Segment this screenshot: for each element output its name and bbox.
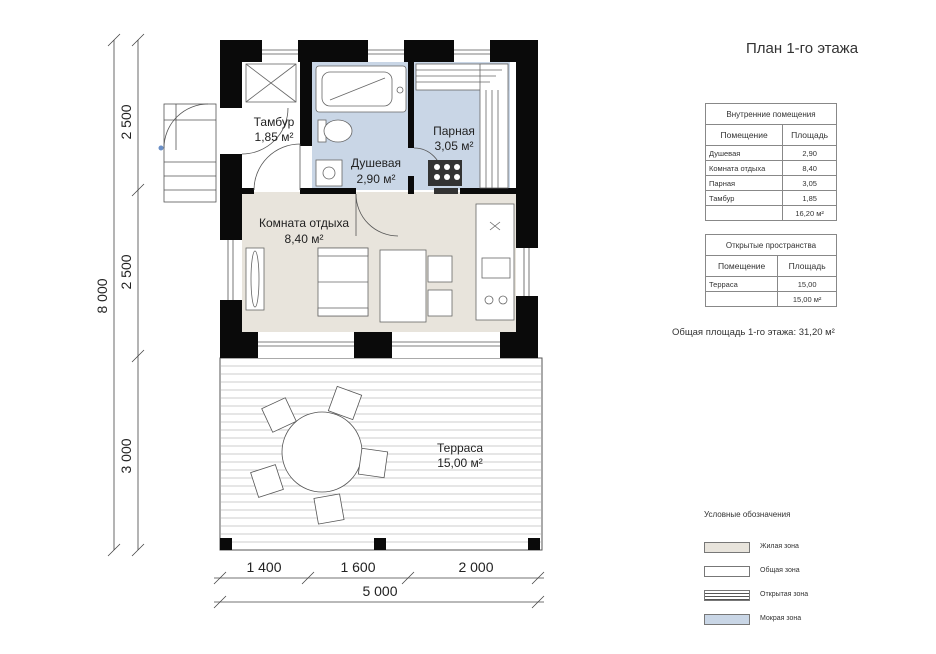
bench-icon (246, 248, 264, 310)
kitchen-icon (476, 204, 514, 320)
room-area-tambur: 1,85 м² (254, 130, 294, 144)
open-total: 15,00 м² (778, 292, 837, 307)
internal-table-caption: Внутренние помещения (706, 104, 837, 125)
dim-left-top: 2 500 (118, 104, 134, 140)
legend-label-open: Открытая зона (760, 591, 809, 598)
table-total-row (706, 292, 837, 307)
open-col-area: Площадь (778, 256, 837, 277)
room-name-dush: Душевая (350, 156, 402, 170)
room-area-dush: 2,90 м² (356, 172, 396, 186)
cell-area: 8,40 (783, 161, 837, 176)
living-zone-fill (240, 192, 516, 332)
dim-bottom-3: 2 000 (458, 559, 494, 575)
sink-icon (316, 160, 342, 186)
table-total-row (706, 206, 837, 221)
room-name-parnaya: Парная (433, 124, 475, 138)
legend-swatch-living (704, 542, 750, 553)
dim-bottom-total: 5 000 (362, 583, 398, 599)
legend-label-living: Жилая зона (760, 543, 799, 550)
legend-swatch-common (704, 566, 750, 577)
internal-total: 16,20 м² (783, 206, 837, 221)
cell-room: Тамбур (706, 191, 783, 206)
table-row (706, 277, 837, 292)
cell-area: 3,05 (783, 176, 837, 191)
room-name-tambur: Тамбур (253, 115, 295, 129)
cell-area: 15,00 (778, 277, 837, 292)
room-area-terrasa: 15,00 м² (437, 456, 483, 470)
bathtub-icon (316, 66, 406, 112)
legend-label-common: Общая зона (760, 567, 800, 574)
legend-title: Условные обозначения (704, 510, 791, 519)
dim-left-bottom: 3 000 (118, 438, 134, 474)
cell-room: Комната отдыха (706, 161, 783, 176)
dim-bottom-1: 1 400 (246, 559, 282, 575)
cell-room: Душевая (706, 146, 783, 161)
dim-left-total: 8 000 (94, 278, 110, 314)
table-row (706, 146, 837, 161)
legend-swatch-open (704, 590, 750, 601)
cell-area: 2,90 (783, 146, 837, 161)
table-row (706, 191, 837, 206)
cell-area: 1,85 (783, 191, 837, 206)
table-row (706, 161, 837, 176)
internal-col-room: Помещение (706, 125, 783, 146)
total-area: Общая площадь 1-го этажа: 31,20 м² (672, 327, 835, 338)
room-name-terrasa: Терраса (436, 441, 484, 455)
dim-bottom-2: 1 600 (340, 559, 376, 575)
room-area-komnata: 8,40 м² (284, 232, 324, 246)
legend-swatch-wet (704, 614, 750, 625)
cell-room: Терраса (706, 277, 778, 292)
room-name-komnata: Комната отдыха (259, 216, 349, 230)
internal-col-area: Площадь (783, 125, 837, 146)
open-table-caption: Открытые пространства (706, 235, 837, 256)
room-area-parnaya: 3,05 м² (434, 139, 474, 153)
internal-rooms-table (705, 103, 837, 221)
plan-title: План 1-го этажа (746, 40, 859, 57)
open-col-room: Помещение (706, 256, 778, 277)
cell-room: Парная (706, 176, 783, 191)
open-spaces-table (705, 234, 837, 307)
toilet-icon (318, 120, 352, 142)
table-row (706, 176, 837, 191)
dim-left-mid: 2 500 (118, 254, 134, 290)
entrance-stairs (159, 104, 217, 202)
sofa-icon (318, 248, 368, 316)
legend-label-wet: Мокрая зона (760, 615, 802, 622)
